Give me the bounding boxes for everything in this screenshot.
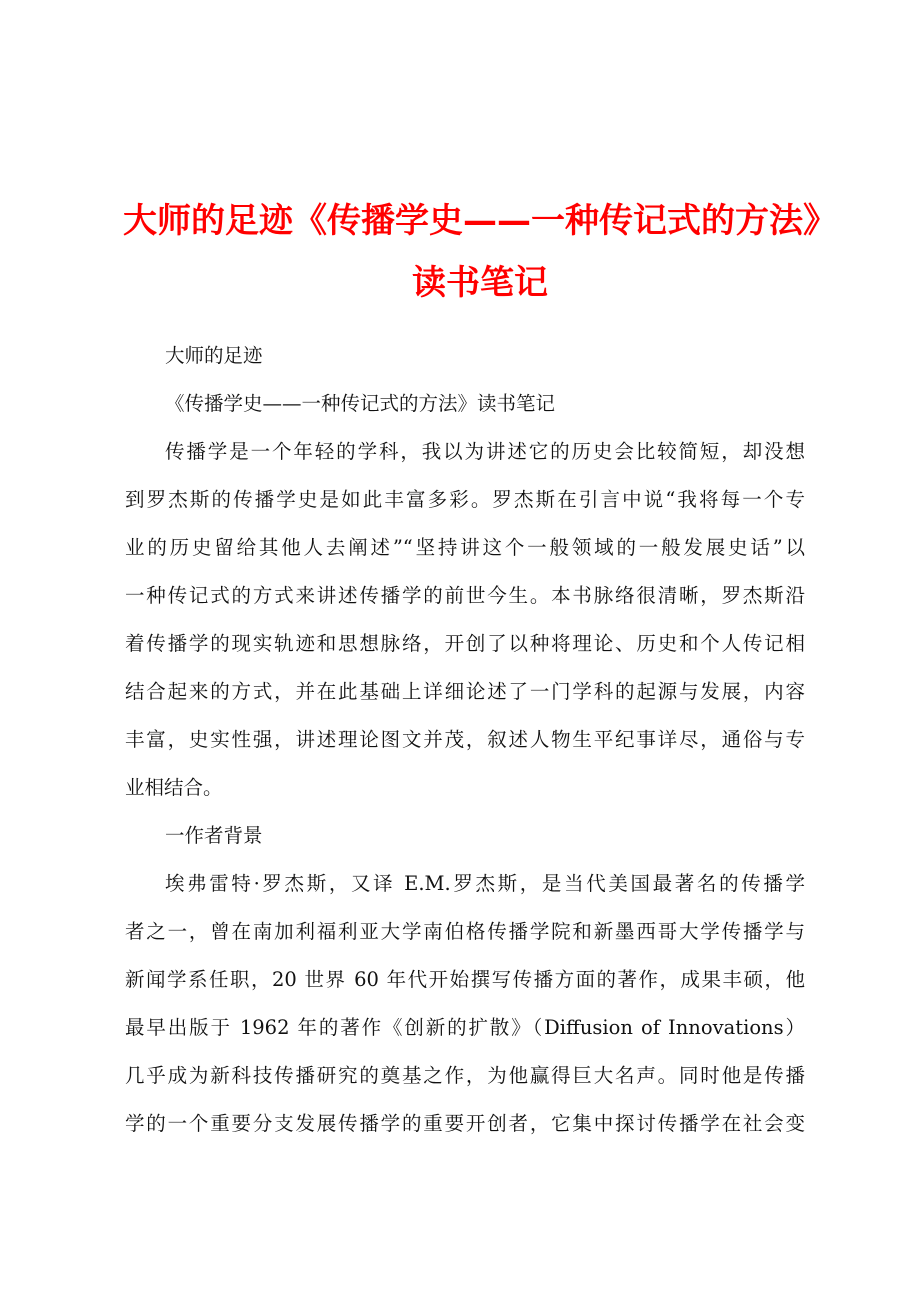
paragraph-line: 丰富，史实性强，讲述理论图文并茂，叙述人物生平纪事详尽，通俗与专 [125,728,805,751]
subtitle-heading: 大师的足迹 [165,344,263,367]
title-line-2: 读书笔记 [412,263,548,303]
title-line-1: 大师的足迹《传播学史——一种传记式的方法》 [123,201,837,241]
author-paragraph [125,860,805,1148]
paragraph-line: 结合起来的方式，并在此基础上详细论述了一门学科的起源与发展，内容 [125,680,805,703]
paragraph-line: 新闻学系任职，20 世界 60 年代开始撰写传播方面的著作，成果丰硕，他 [125,968,805,991]
paragraph-line: 到罗杰斯的传播学史是如此丰富多彩。罗杰斯在引言中说“我将每一个专 [125,488,805,511]
document-title [110,190,850,314]
intro-paragraph [125,428,805,812]
document-body [125,332,805,1148]
paragraph-line: 最早出版于 1962 年的著作《创新的扩散》（Diffusion of Innovations） [125,1016,805,1039]
paragraph-line: 者之一，曾在南加利福利亚大学南伯格传播学院和新墨西哥大学传播学与 [125,920,805,943]
paragraph-line: 埃弗雷特·罗杰斯，又译 E.M.罗杰斯，是当代美国最著名的传播学 [165,872,805,895]
section-heading-author-background: 一作者背景 [165,824,263,847]
paragraph-line: 一种传记式的方式来讲述传播学的前世今生。本书脉络很清晰，罗杰斯沿 [125,584,805,607]
paragraph-line: 着传播学的现实轨迹和思想脉络，开创了以种将理论、历史和个人传记相 [125,632,805,655]
book-title-heading: 《传播学史——一种传记式的方法》读书笔记 [165,392,556,415]
paragraph-line: 传播学是一个年轻的学科，我以为讲述它的历史会比较简短，却没想 [165,440,805,463]
paragraph-line: 业的历史留给其他人去阐述”“坚持讲这个一般领域的一般发展史话”以 [125,536,805,559]
paragraph-line: 业相结合。 [125,776,223,799]
paragraph-line: 几乎成为新科技传播研究的奠基之作，为他赢得巨大名声。同时他是传播 [125,1064,805,1087]
paragraph-line: 学的一个重要分支发展传播学的重要开创者，它集中探讨传播学在社会变 [125,1112,805,1135]
